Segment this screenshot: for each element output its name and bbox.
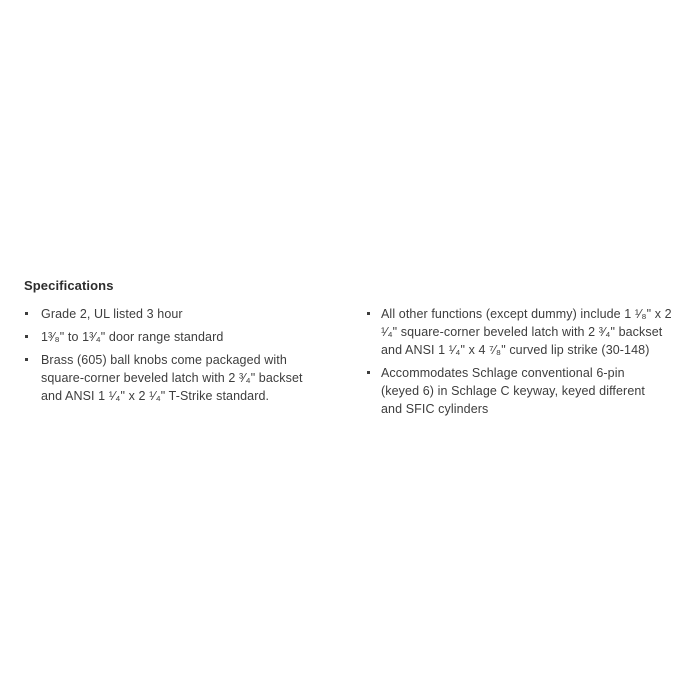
bullet-square-icon [25,312,28,315]
specifications-right-column [366,305,684,423]
list-item-text: 1³⁄₈" to 1³⁄₄" door range standard [41,330,224,344]
bullet-square-icon [25,358,28,361]
list-item-text: and ANSI 1 ¹⁄₄" x 2 ¹⁄₄" T-Strike standard. [41,389,270,403]
list-item-text: ¹⁄₄" square-corner beveled latch with 2 ³⁄₄" backset [381,325,663,339]
specifications-heading: Specifications [24,278,114,293]
list-item [24,328,366,346]
list-item-text: and SFIC cylinders [381,402,489,416]
list-item-text: and ANSI 1 ¹⁄₄" x 4 ⁷⁄₈" curved lip strike (30-148) [381,343,650,357]
bullet-square-icon [25,335,28,338]
specifications-section [24,278,684,423]
list-item [24,351,366,405]
list-item-text: All other functions (except dummy) include 1 ¹⁄₈" x 2 [381,307,672,321]
list-item-text: (keyed 6) in Schlage C keyway, keyed different [381,384,645,398]
list-item-text: square-corner beveled latch with 2 ³⁄₄" backset [41,371,303,385]
bullet-square-icon [367,371,370,374]
list-item [366,364,684,418]
list-item-text: Grade 2, UL listed 3 hour [41,307,183,321]
bullet-square-icon [367,312,370,315]
list-item [24,305,366,323]
specifications-left-column [24,305,366,410]
list-item-text: Brass (605) ball knobs come packaged with [41,353,287,367]
list-item [366,305,684,359]
specifications-columns [24,305,684,423]
list-item-text: Accommodates Schlage conventional 6-pin [381,366,625,380]
